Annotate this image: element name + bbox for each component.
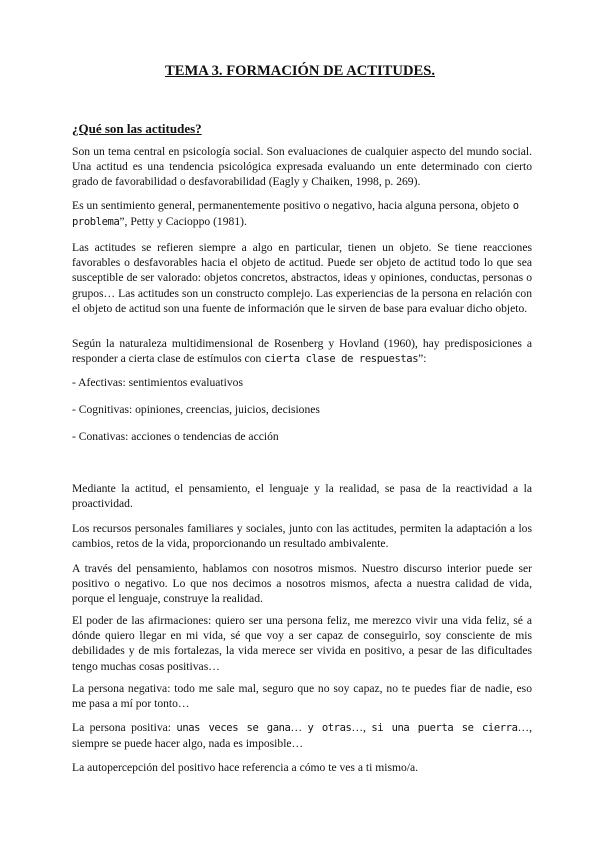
paragraph-text-mono: o problema: [72, 200, 519, 229]
paragraph-text: Según la naturaleza multidimensional de Rosenberg y Hovland (1960), hay predisposiciones a responder a cierta clase de estímulos con: [72, 337, 532, 366]
paragraph-proactividad: Mediante la actitud, el pensamiento, el lenguaje y la realidad, se pasa de la reactividad a la proactividad.: [72, 482, 532, 511]
paragraph-persona-negativa: La persona negativa: todo me sale mal, seguro que no soy capaz, no te puedes fiar de nadie, eso me pasa a mí por tonto…: [72, 682, 532, 711]
page-title: TEMA 3. FORMACIÓN DE ACTITUDES.: [164, 63, 435, 79]
paragraph-recursos: Los recursos personales familiares y sociales, junto con las actitudes, permiten la adaptación a los cambios, retos de la vida, proporcionando un resultado ambivalente.: [72, 522, 532, 551]
paragraph-petty-cacioppo: [72, 198, 532, 230]
list-item-afectivas: - Afectivas: sentimientos evaluativos: [72, 376, 243, 389]
paragraph-text: …,: [351, 721, 372, 734]
paragraph-objeto-actitud: Las actitudes se refieren siempre a algo en particular, tienen un objeto. Se tiene reacciones favorables o desfavorables hacia el objeto de actitud. Puede ser objeto de actitud todo lo que sea susceptible de ser valorado: objetos concretos, abstractos, ideas y opiniones, conductas, personas o grupos… Las actitudes son un constructo complejo. Las experiencias de la persona en relación con el objeto de actitud son una fuente de información que le sirven de base para evaluar dicho objeto.: [72, 241, 532, 315]
paragraph-text: Es un sentimiento general, permanentemente positivo o negativo, hacia alguna persona, objeto: [72, 199, 513, 212]
paragraph-text-mono: unas veces se gana: [176, 722, 291, 734]
paragraph-text: …: [290, 721, 308, 734]
paragraph-text-mono: y otras: [307, 722, 352, 734]
paragraph-text: ”, Petty y Cacioppo (1981).: [119, 215, 247, 229]
section-heading: ¿Qué son las actitudes?: [72, 121, 202, 136]
list-item-cognitivas: - Cognitivas: opiniones, creencias, juicios, decisiones: [72, 403, 320, 416]
paragraph-definition: Son un tema central en psicología social. Son evaluaciones de cualquier aspecto del mundo social. Una actitud es una tendencia psicológica expresada evaluando un ente determinado con cierto grado de favorabilidad o desfavorabilidad (Eagly y Chaiken, 1998, p. 269).: [72, 145, 532, 189]
paragraph-text: La persona positiva:: [72, 721, 177, 734]
paragraph-pensamiento: A través del pensamiento, hablamos con nosotros mismos. Nuestro discurso interior puede ser positivo o negativo. Lo que nos decimos a nosotros mismos, afecta a nuestra calidad de vida, porque el lenguaje, construye la realidad.: [72, 562, 532, 606]
paragraph-text-mono: si una puerta se cierra: [371, 722, 518, 734]
paragraph-autopercepcion: La autopercepción del positivo hace referencia a cómo te ves a ti mismo/a.: [72, 761, 419, 774]
paragraph-rosenberg-hovland: [72, 336, 532, 367]
list-item-conativas: - Conativas: acciones o tendencias de acción: [72, 430, 279, 443]
paragraph-persona-positiva: [72, 720, 532, 751]
paragraph-text-mono: cierta clase de respuestas: [264, 353, 419, 366]
paragraph-afirmaciones: El poder de las afirmaciones: quiero ser una persona feliz, me merezco vivir una vida feliz, sé a dónde quiero llegar en mi vida, sé que voy a ser capaz de conseguirlo, soy consciente de mis debilidades y de mis fortalezas, la vida merece ser vivida en positivo, a pesar de las dificultades tengo muchas cosas positivas…: [72, 614, 532, 673]
paragraph-text: …, siempre se puede hacer algo, nada es imposible…: [72, 721, 533, 751]
paragraph-text: ”:: [418, 352, 427, 366]
